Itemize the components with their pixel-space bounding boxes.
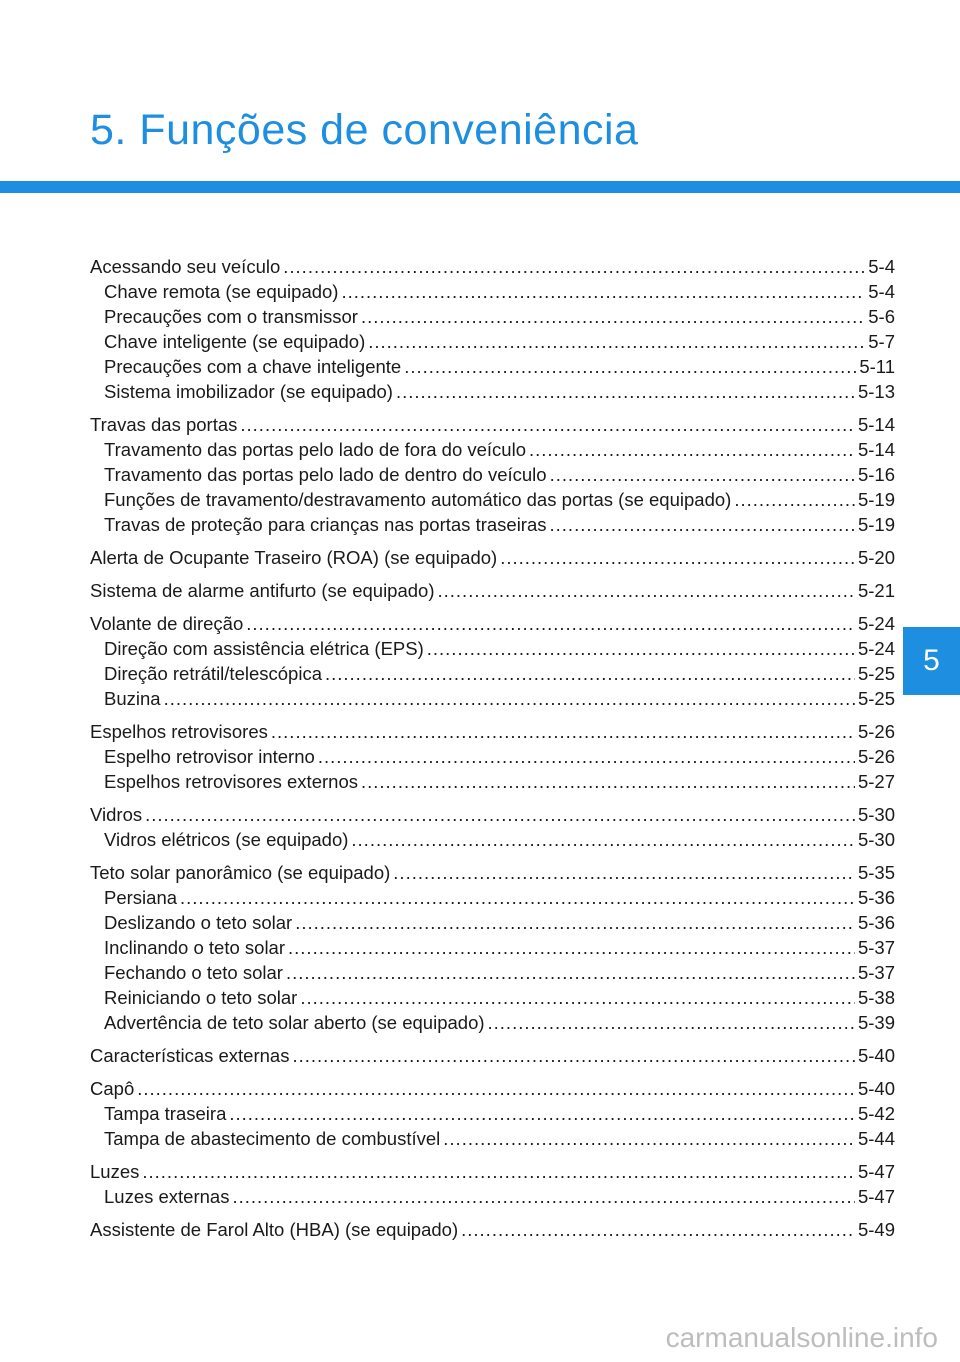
toc-entry-label: Acessando seu veículo: [90, 256, 281, 277]
toc-section-entry[interactable]: [90, 254, 895, 279]
toc-section-entry[interactable]: [90, 578, 895, 603]
toc-entry-label: Espelho retrovisor interno: [104, 746, 315, 767]
toc-entry-page: 5-35: [857, 862, 895, 883]
toc-dot-leader: [292, 1043, 855, 1068]
toc-entry-page: 5-19: [857, 489, 895, 510]
toc-subsection-entry[interactable]: [90, 910, 895, 935]
toc-dot-leader: [164, 686, 855, 711]
toc-dot-leader: [300, 985, 855, 1010]
toc-entry-label: Volante de direção: [90, 613, 244, 634]
toc-section-entry[interactable]: [90, 860, 895, 885]
toc-subsection-entry[interactable]: [90, 462, 895, 487]
toc-entry-label: Capô: [90, 1078, 135, 1099]
toc-entry-page: 5-30: [857, 829, 895, 850]
toc-subsection-entry[interactable]: [90, 636, 895, 661]
toc-entry-label: Deslizando o teto solar: [104, 912, 293, 933]
toc-entry-label: Assistente de Farol Alto (HBA) (se equipado): [90, 1219, 459, 1240]
toc-entry-label: Espelhos retrovisores externos: [104, 771, 358, 792]
toc-entry-page: 5-30: [857, 804, 895, 825]
toc-dot-leader: [550, 512, 855, 537]
toc-entry-label: Luzes: [90, 1161, 140, 1182]
chapter-tab[interactable]: [903, 627, 960, 695]
toc-entry-label: Travas de proteção para crianças nas portas traseiras: [104, 514, 547, 535]
toc-entry-page: 5-36: [857, 887, 895, 908]
toc-subsection-entry[interactable]: [90, 885, 895, 910]
toc-dot-leader: [393, 860, 855, 885]
toc-subsection-entry[interactable]: [90, 512, 895, 537]
toc-subsection-entry[interactable]: [90, 1101, 895, 1126]
toc-dot-leader: [288, 935, 855, 960]
toc-section-entry[interactable]: [90, 802, 895, 827]
toc-entry-label: Funções de travamento/destravamento automático das portas (se equipado): [104, 489, 732, 510]
toc-dot-leader: [361, 304, 865, 329]
toc-entry-page: 5-37: [857, 937, 895, 958]
toc-entry-label: Buzina: [104, 688, 161, 709]
toc-dot-leader: [145, 802, 855, 827]
toc-dot-leader: [283, 254, 865, 279]
toc-entry-page: 5-21: [857, 580, 895, 601]
toc-entry-page: 5-16: [857, 464, 895, 485]
toc-entry-page: 5-19: [857, 514, 895, 535]
toc-entry-page: 5-14: [857, 439, 895, 460]
toc-subsection-entry[interactable]: [90, 827, 895, 852]
toc-section-entry[interactable]: [90, 1043, 895, 1068]
toc-subsection-entry[interactable]: [90, 354, 895, 379]
toc-dot-leader: [396, 379, 855, 404]
toc-entry-page: 5-38: [857, 987, 895, 1008]
toc-entry-page: 5-11: [859, 356, 895, 377]
toc-dot-leader: [443, 1126, 855, 1151]
toc-section-entry[interactable]: [90, 545, 895, 570]
toc-section-entry[interactable]: [90, 1217, 895, 1242]
toc-subsection-entry[interactable]: [90, 661, 895, 686]
toc-entry-page: 5-39: [857, 1012, 895, 1033]
toc-dot-leader: [500, 545, 855, 570]
toc-entry-page: 5-27: [857, 771, 895, 792]
toc-entry-label: Precauções com o transmissor: [104, 306, 358, 327]
toc-entry-label: Precauções com a chave inteligente: [104, 356, 402, 377]
toc-dot-leader: [361, 769, 855, 794]
toc-entry-label: Travamento das portas pelo lado de dentro do veículo: [104, 464, 547, 485]
toc-dot-leader: [427, 636, 855, 661]
toc-entry-page: 5-20: [857, 547, 895, 568]
toc-dot-leader: [734, 487, 855, 512]
toc-entry-label: Reiniciando o teto solar: [104, 987, 298, 1008]
toc-dot-leader: [142, 1159, 855, 1184]
toc-entry-label: Teto solar panorâmico (se equipado): [90, 862, 391, 883]
toc-entry-page: 5-14: [857, 414, 895, 435]
toc-dot-leader: [240, 412, 855, 437]
toc-dot-leader: [229, 1101, 855, 1126]
toc-entry-page: 5-49: [857, 1219, 895, 1240]
toc-dot-leader: [404, 354, 856, 379]
toc-subsection-entry[interactable]: [90, 960, 895, 985]
toc-entry-label: Sistema de alarme antifurto (se equipado): [90, 580, 435, 601]
toc-entry-label: Fechando o teto solar: [104, 962, 283, 983]
toc-dot-leader: [180, 885, 855, 910]
toc-dot-leader: [550, 462, 855, 487]
toc-dot-leader: [461, 1217, 855, 1242]
toc-entry-label: Advertência de teto solar aberto (se equipado): [104, 1012, 485, 1033]
toc-entry-label: Espelhos retrovisores: [90, 721, 268, 742]
toc-subsection-entry[interactable]: [90, 1184, 895, 1209]
toc-entry-label: Vidros: [90, 804, 143, 825]
toc-entry-page: 5-37: [857, 962, 895, 983]
toc-entry-page: 5-26: [857, 746, 895, 767]
toc-entry-page: 5-4: [868, 281, 895, 302]
toc-dot-leader: [137, 1076, 855, 1101]
toc-subsection-entry[interactable]: [90, 744, 895, 769]
toc-entry-page: 5-40: [857, 1078, 895, 1099]
toc-dot-leader: [295, 910, 855, 935]
toc-subsection-entry[interactable]: [90, 935, 895, 960]
chapter-tab-number: 5: [923, 644, 940, 677]
toc-section-entry[interactable]: [90, 611, 895, 636]
toc-dot-leader: [271, 719, 855, 744]
table-of-contents: [90, 254, 895, 1242]
toc-entry-label: Chave remota (se equipado): [104, 281, 339, 302]
toc-entry-label: Direção com assistência elétrica (EPS): [104, 638, 424, 659]
toc-entry-label: Inclinando o teto solar: [104, 937, 286, 958]
toc-section-entry[interactable]: [90, 412, 895, 437]
toc-subsection-entry[interactable]: [90, 379, 895, 404]
toc-dot-leader: [351, 827, 855, 852]
toc-entry-label: Vidros elétricos (se equipado): [104, 829, 349, 850]
toc-entry-page: 5-24: [857, 638, 895, 659]
title-rule: [0, 181, 960, 193]
toc-entry-page: 5-4: [868, 256, 895, 277]
toc-section-entry[interactable]: [90, 1159, 895, 1184]
toc-subsection-entry[interactable]: [90, 1010, 895, 1035]
toc-dot-leader: [246, 611, 855, 636]
toc-entry-label: Características externas: [90, 1045, 290, 1066]
toc-dot-leader: [438, 578, 855, 603]
toc-entry-page: 5-25: [857, 688, 895, 709]
toc-subsection-entry[interactable]: [90, 329, 895, 354]
toc-dot-leader: [232, 1184, 855, 1209]
toc-entry-label: Tampa de abastecimento de combustível: [104, 1128, 441, 1149]
toc-entry-page: 5-7: [868, 331, 895, 352]
toc-subsection-entry[interactable]: [90, 279, 895, 304]
toc-dot-leader: [341, 279, 865, 304]
toc-entry-page: 5-36: [857, 912, 895, 933]
chapter-title: 5. Funções de conveniência: [90, 106, 639, 154]
watermark: carmanualsonline.info: [665, 1322, 938, 1353]
toc-entry-page: 5-6: [868, 306, 895, 327]
toc-dot-leader: [286, 960, 855, 985]
toc-entry-label: Tampa traseira: [104, 1103, 227, 1124]
toc-dot-leader: [529, 437, 855, 462]
toc-subsection-entry[interactable]: [90, 437, 895, 462]
toc-subsection-entry[interactable]: [90, 1126, 895, 1151]
toc-entry-page: 5-47: [857, 1161, 895, 1182]
toc-entry-page: 5-25: [857, 663, 895, 684]
toc-subsection-entry[interactable]: [90, 686, 895, 711]
toc-entry-page: 5-26: [857, 721, 895, 742]
toc-entry-label: Travas das portas: [90, 414, 238, 435]
toc-subsection-entry[interactable]: [90, 985, 895, 1010]
toc-dot-leader: [368, 329, 865, 354]
toc-entry-page: 5-47: [857, 1186, 895, 1207]
toc-dot-leader: [318, 744, 855, 769]
toc-entry-page: 5-42: [857, 1103, 895, 1124]
toc-subsection-entry[interactable]: [90, 304, 895, 329]
toc-entry-page: 5-44: [857, 1128, 895, 1149]
toc-entry-page: 5-40: [857, 1045, 895, 1066]
toc-section-entry[interactable]: [90, 719, 895, 744]
toc-entry-label: Direção retrátil/telescópica: [104, 663, 322, 684]
toc-entry-label: Persiana: [104, 887, 178, 908]
toc-subsection-entry[interactable]: [90, 769, 895, 794]
toc-entry-page: 5-13: [857, 381, 895, 402]
toc-dot-leader: [488, 1010, 855, 1035]
toc-entry-label: Alerta de Ocupante Traseiro (ROA) (se equipado): [90, 547, 498, 568]
toc-entry-page: 5-24: [857, 613, 895, 634]
toc-section-entry[interactable]: [90, 1076, 895, 1101]
toc-entry-label: Luzes externas: [104, 1186, 230, 1207]
toc-dot-leader: [325, 661, 855, 686]
toc-entry-label: Chave inteligente (se equipado): [104, 331, 366, 352]
toc-entry-label: Sistema imobilizador (se equipado): [104, 381, 393, 402]
toc-entry-label: Travamento das portas pelo lado de fora do veículo: [104, 439, 526, 460]
toc-subsection-entry[interactable]: [90, 487, 895, 512]
